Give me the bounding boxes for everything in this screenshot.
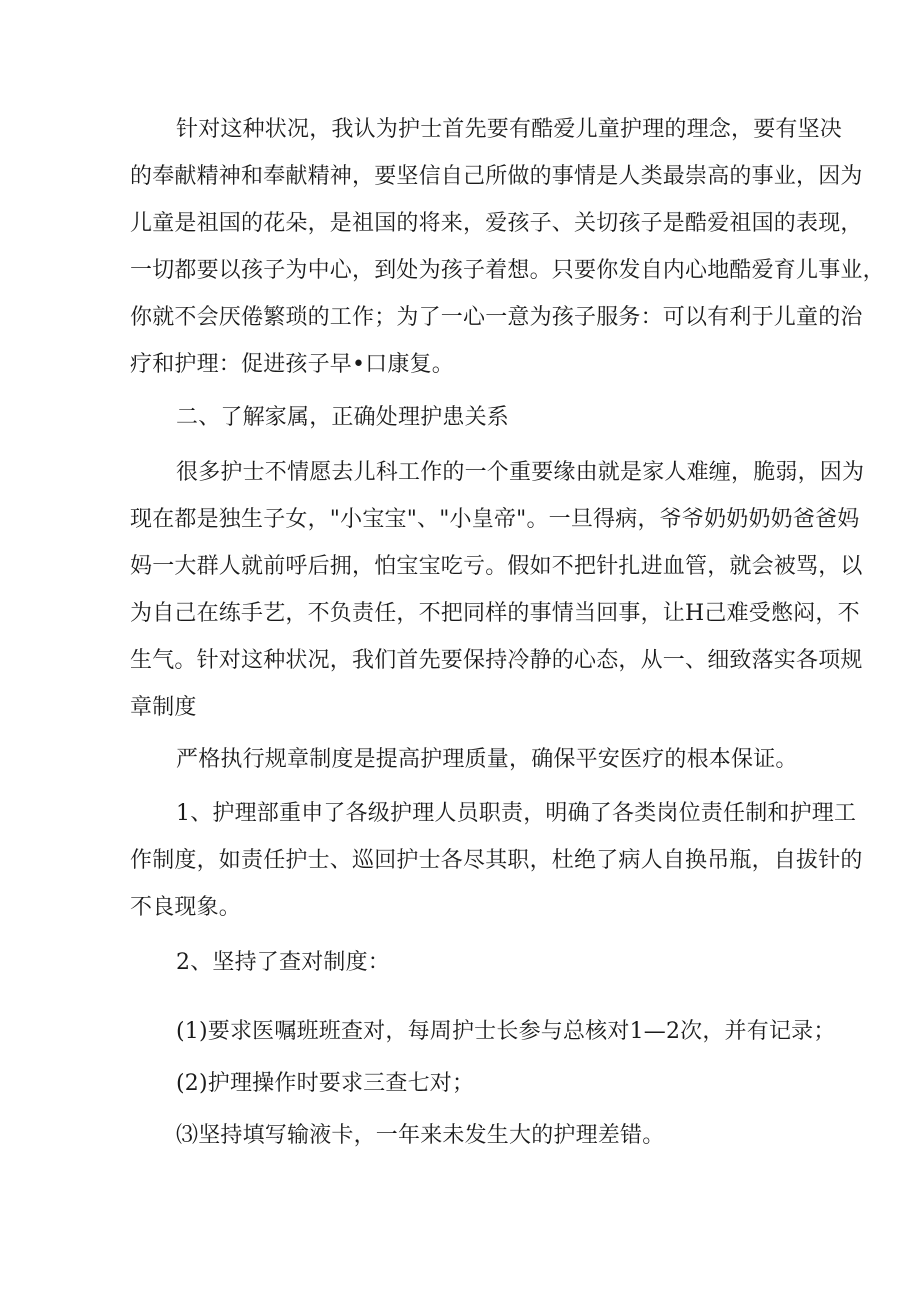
section-heading: 二、了解家属，正确处理护患关系 [176, 405, 510, 430]
paragraph-line: 针对这种状况，我认为护士首先要有酷爱儿童护理的理念，要有坚决 [176, 117, 843, 142]
paragraph-line: 很多护士不情愿去儿科工作的一个重要缘由就是家人难缠，脆弱，因为 [176, 460, 865, 485]
list-item: (1)要求医嘱班班查对，每周护士长参与总核对1—2次，并有记录； [176, 1019, 836, 1044]
list-item: ⑶坚持填写输液卡，一年来未发生大的护理差错。 [176, 1123, 665, 1148]
paragraph-line: 疗和护理：促进孩子早•口康复。 [130, 352, 454, 377]
list-item: (2)护理操作时要求三查七对； [176, 1071, 475, 1096]
paragraph-line: 一切都要以孩子为中心，到处为孩子着想。只要你发自内心地酷爱育儿事业， [130, 258, 885, 283]
paragraph-line: 为自己在练手艺，不负责任，不把同样的事情当回事，让H己难受憋闷，不 [130, 601, 860, 626]
paragraph-line: 章制度 [130, 695, 197, 720]
paragraph-line: 作制度，如责任护士、巡回护士各尽其职，杜绝了病人自换吊瓶，自拔针的 [130, 848, 863, 873]
paragraph-line: 你就不会厌倦繁琐的工作；为了一心一意为孩子服务：可以有利于儿童的治 [130, 305, 863, 330]
paragraph-line: 的奉献精神和奉献精神，要坚信自己所做的事情是人类最崇高的事业，因为 [130, 164, 863, 189]
paragraph-line: 生气。针对这种状况，我们首先要保持冷静的心态，从一、细致落实各项规 [130, 648, 863, 673]
paragraph-line: 1、护理部重申了各级护理人员职责，明确了各类岗位责任制和护理工 [176, 801, 857, 826]
paragraph-line: 严格执行规章制度是提高护理质量，确保平安医疗的根本保证。 [176, 747, 798, 772]
list-heading: 2、坚持了查对制度： [176, 950, 390, 975]
paragraph-line: 不良现象。 [130, 895, 242, 920]
paragraph-line: 妈一大群人就前呼后拥，怕宝宝吃亏。假如不把针扎进血管，就会被骂，以 [130, 554, 863, 579]
paragraph-line: 儿童是祖国的花朵，是祖国的将来，爱孩子、关切孩子是酷爱祖国的表现， [130, 211, 863, 236]
paragraph-line: 现在都是独生子女，"小宝宝"、"小皇帝"。一旦得病，爷爷奶奶奶奶爸爸妈 [130, 507, 860, 532]
